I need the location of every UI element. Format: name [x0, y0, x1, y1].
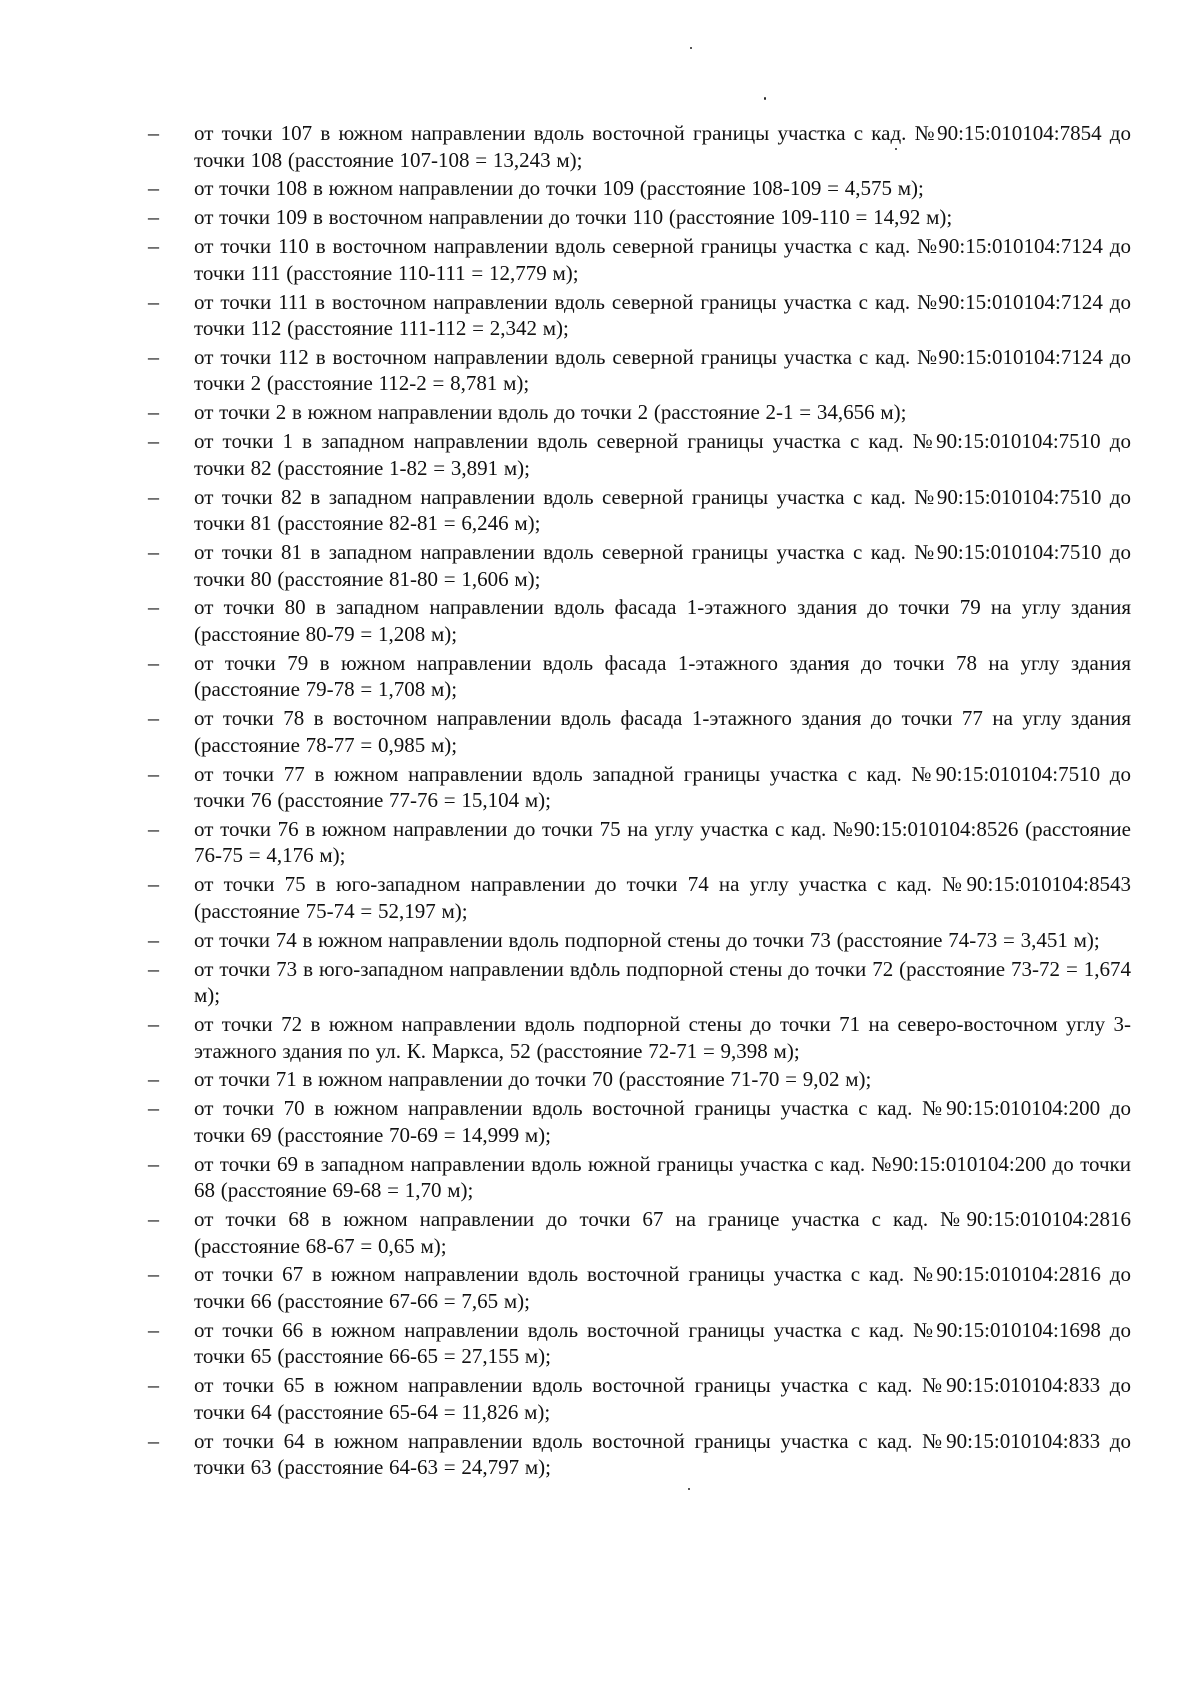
dash-bullet: – [148, 955, 159, 981]
dash-bullet: – [148, 815, 159, 841]
item-text: от точки 1 в западном направлении вдоль северной границы участка с кад. №90:15:010104:7510 до точки 82 (расстояние 1-82 = 3,891 м); [194, 429, 1131, 480]
item-text: от точки 78 в восточном направлении вдоль фасада 1-этажного здания до точки 77 на углу здания (расстояние 78-77 = 0,985 м); [194, 706, 1131, 757]
item-text: от точки 65 в южном направлении вдоль восточной границы участка с кад. №90:15:010104:833 до точки 64 (расстояние 65-64 = 11,826 м); [194, 1373, 1131, 1424]
item-text: от точки 76 в южном направлении до точки 75 на углу участка с кад. №90:15:010104:8526 (расстояние 76-75 = 4,176 м); [194, 816, 1131, 868]
scan-speck [690, 47, 692, 49]
list-item [148, 761, 1131, 814]
list-item [148, 1151, 1131, 1204]
scan-speck [764, 97, 766, 100]
dash-bullet: – [148, 1095, 159, 1121]
dash-bullet: – [148, 288, 159, 314]
list-item [148, 1317, 1131, 1370]
list-item [148, 539, 1131, 592]
list-item [148, 594, 1131, 647]
dash-bullet: – [148, 428, 159, 454]
list-item [148, 1428, 1131, 1481]
dash-bullet: – [148, 1206, 159, 1232]
list-item [148, 956, 1131, 1009]
item-text: от точки 2 в южном направлении вдоль до точки 2 (расстояние 2-1 = 34,656 м); [194, 400, 907, 425]
dash-bullet: – [148, 175, 159, 201]
item-text: от точки 111 в восточном направлении вдоль северной границы участка с кад. №90:15:010104:7124 до точки 112 (расстояние 111-112 = 2,342 м); [194, 289, 1131, 341]
dash-bullet: – [148, 1011, 159, 1037]
scan-speck [688, 1488, 690, 1490]
list-item [148, 1011, 1131, 1064]
dash-bullet: – [148, 871, 159, 897]
list-item [148, 1206, 1131, 1259]
list-item [148, 1066, 1131, 1093]
dash-bullet: – [148, 233, 159, 259]
list-item [148, 289, 1131, 342]
dash-bullet: – [148, 1261, 159, 1287]
boundary-description-list [148, 120, 1131, 1483]
item-text: от точки 77 в южном направлении вдоль западной границы участка с кад. №90:15:010104:7510 до точки 76 (расстояние 77-76 = 15,104 м); [194, 761, 1131, 813]
item-text: от точки 110 в восточном направлении вдоль северной границы участка с кад. №90:15:010104:7124 до точки 111 (расстояние 110-111 = 12,779 м); [194, 234, 1131, 285]
dash-bullet: – [148, 594, 159, 620]
list-item [148, 816, 1131, 869]
list-item [148, 233, 1131, 286]
dash-bullet: – [148, 204, 159, 230]
list-item [148, 484, 1131, 537]
list-item [148, 1095, 1131, 1148]
item-text: от точки 66 в южном направлении вдоль восточной границы участка с кад. №90:15:010104:1698 до точки 65 (расстояние 66-65 = 27,155 м); [194, 1317, 1131, 1369]
item-text: от точки 67 в южном направлении вдоль восточной границы участка с кад. №90:15:010104:2816 до точки 66 (расстояние 67-66 = 7,65 м); [194, 1262, 1131, 1313]
list-item [148, 204, 1131, 231]
list-item [148, 428, 1131, 481]
item-text: от точки 80 в западном направлении вдоль фасада 1-этажного здания до точки 79 на углу здания (расстояние 80-79 = 1,208 м); [194, 595, 1131, 646]
item-text: от точки 107 в южном направлении вдоль восточной границы участка с кад. №90:15:010104:7854 до точки 108 (расстояние 107-108 = 13,243 м); [194, 121, 1131, 172]
dash-bullet: – [148, 1316, 159, 1342]
item-text: от точки 71 в южном направлении до точки 70 (расстояние 71-70 = 9,02 м); [194, 1067, 872, 1092]
item-text: от точки 69 в западном направлении вдоль южной границы участка с кад. №90:15:010104:200 до точки 68 (расстояние 69-68 = 1,70 м); [194, 1151, 1131, 1203]
dash-bullet: – [148, 1066, 159, 1092]
item-text: от точки 72 в южном направлении вдоль подпорной стены до точки 71 на северо-восточном углу 3-этажного здания по ул. К. Маркса, 52 (расстояние 72-71 = 9,398 м); [194, 1012, 1131, 1063]
list-item [148, 120, 1131, 173]
dash-bullet: – [148, 705, 159, 731]
item-text: от точки 109 в восточном направлении до точки 110 (расстояние 109-110 = 14,92 м); [194, 205, 953, 230]
dash-bullet: – [148, 483, 159, 509]
dash-bullet: – [148, 120, 159, 145]
dash-bullet: – [148, 1150, 159, 1176]
item-text: от точки 108 в южном направлении до точки 109 (расстояние 108-109 = 4,575 м); [194, 176, 924, 201]
list-item [148, 927, 1131, 954]
item-text: от точки 79 в южном направлении вдоль фасада 1-этажного здания до точки 78 на углу здания (расстояние 79-78 = 1,708 м); [194, 650, 1131, 702]
dash-bullet: – [148, 1427, 159, 1453]
dash-bullet: – [148, 926, 159, 952]
list-item [148, 344, 1131, 397]
list-item [148, 1261, 1131, 1314]
item-text: от точки 74 в южном направлении вдоль подпорной стены до точки 73 (расстояние 74-73 = 3,451 м); [194, 927, 1100, 952]
list-item [148, 650, 1131, 703]
list-item [148, 705, 1131, 758]
item-text: от точки 82 в западном направлении вдоль северной границы участка с кад. №90:15:010104:7510 до точки 81 (расстояние 82-81 = 6,246 м); [194, 484, 1131, 536]
list-item [148, 399, 1131, 426]
item-text: от точки 73 в юго-западном направлении вдоль подпорной стены до точки 72 (расстояние 73-72 = 1,674 м); [194, 956, 1131, 1008]
list-item [148, 175, 1131, 202]
item-text: от точки 75 в юго-западном направлении до точки 74 на углу участка с кад. №90:15:010104:8543 (расстояние 75-74 = 52,197 м); [194, 872, 1131, 923]
item-text: от точки 64 в южном направлении вдоль восточной границы участка с кад. №90:15:010104:833 до точки 63 (расстояние 64-63 = 24,797 м); [194, 1428, 1131, 1480]
item-text: от точки 112 в восточном направлении вдоль северной границы участка с кад. №90:15:010104:7124 до точки 2 (расстояние 112-2 = 8,781 м); [194, 344, 1131, 396]
item-text: от точки 68 в южном направлении до точки 67 на границе участка с кад. №90:15:010104:2816 (расстояние 68-67 = 0,65 м); [194, 1207, 1131, 1258]
dash-bullet: – [148, 399, 159, 425]
dash-bullet: – [148, 1372, 159, 1398]
dash-bullet: – [148, 649, 159, 675]
list-item [148, 1372, 1131, 1425]
dash-bullet: – [148, 343, 159, 369]
dash-bullet: – [148, 760, 159, 786]
list-item [148, 871, 1131, 924]
item-text: от точки 70 в южном направлении вдоль восточной границы участка с кад. №90:15:010104:200 до точки 69 (расстояние 70-69 = 14,999 м); [194, 1096, 1131, 1147]
item-text: от точки 81 в западном направлении вдоль северной границы участка с кад. №90:15:010104:7510 до точки 80 (расстояние 81-80 = 1,606 м); [194, 540, 1131, 591]
dash-bullet: – [148, 539, 159, 565]
